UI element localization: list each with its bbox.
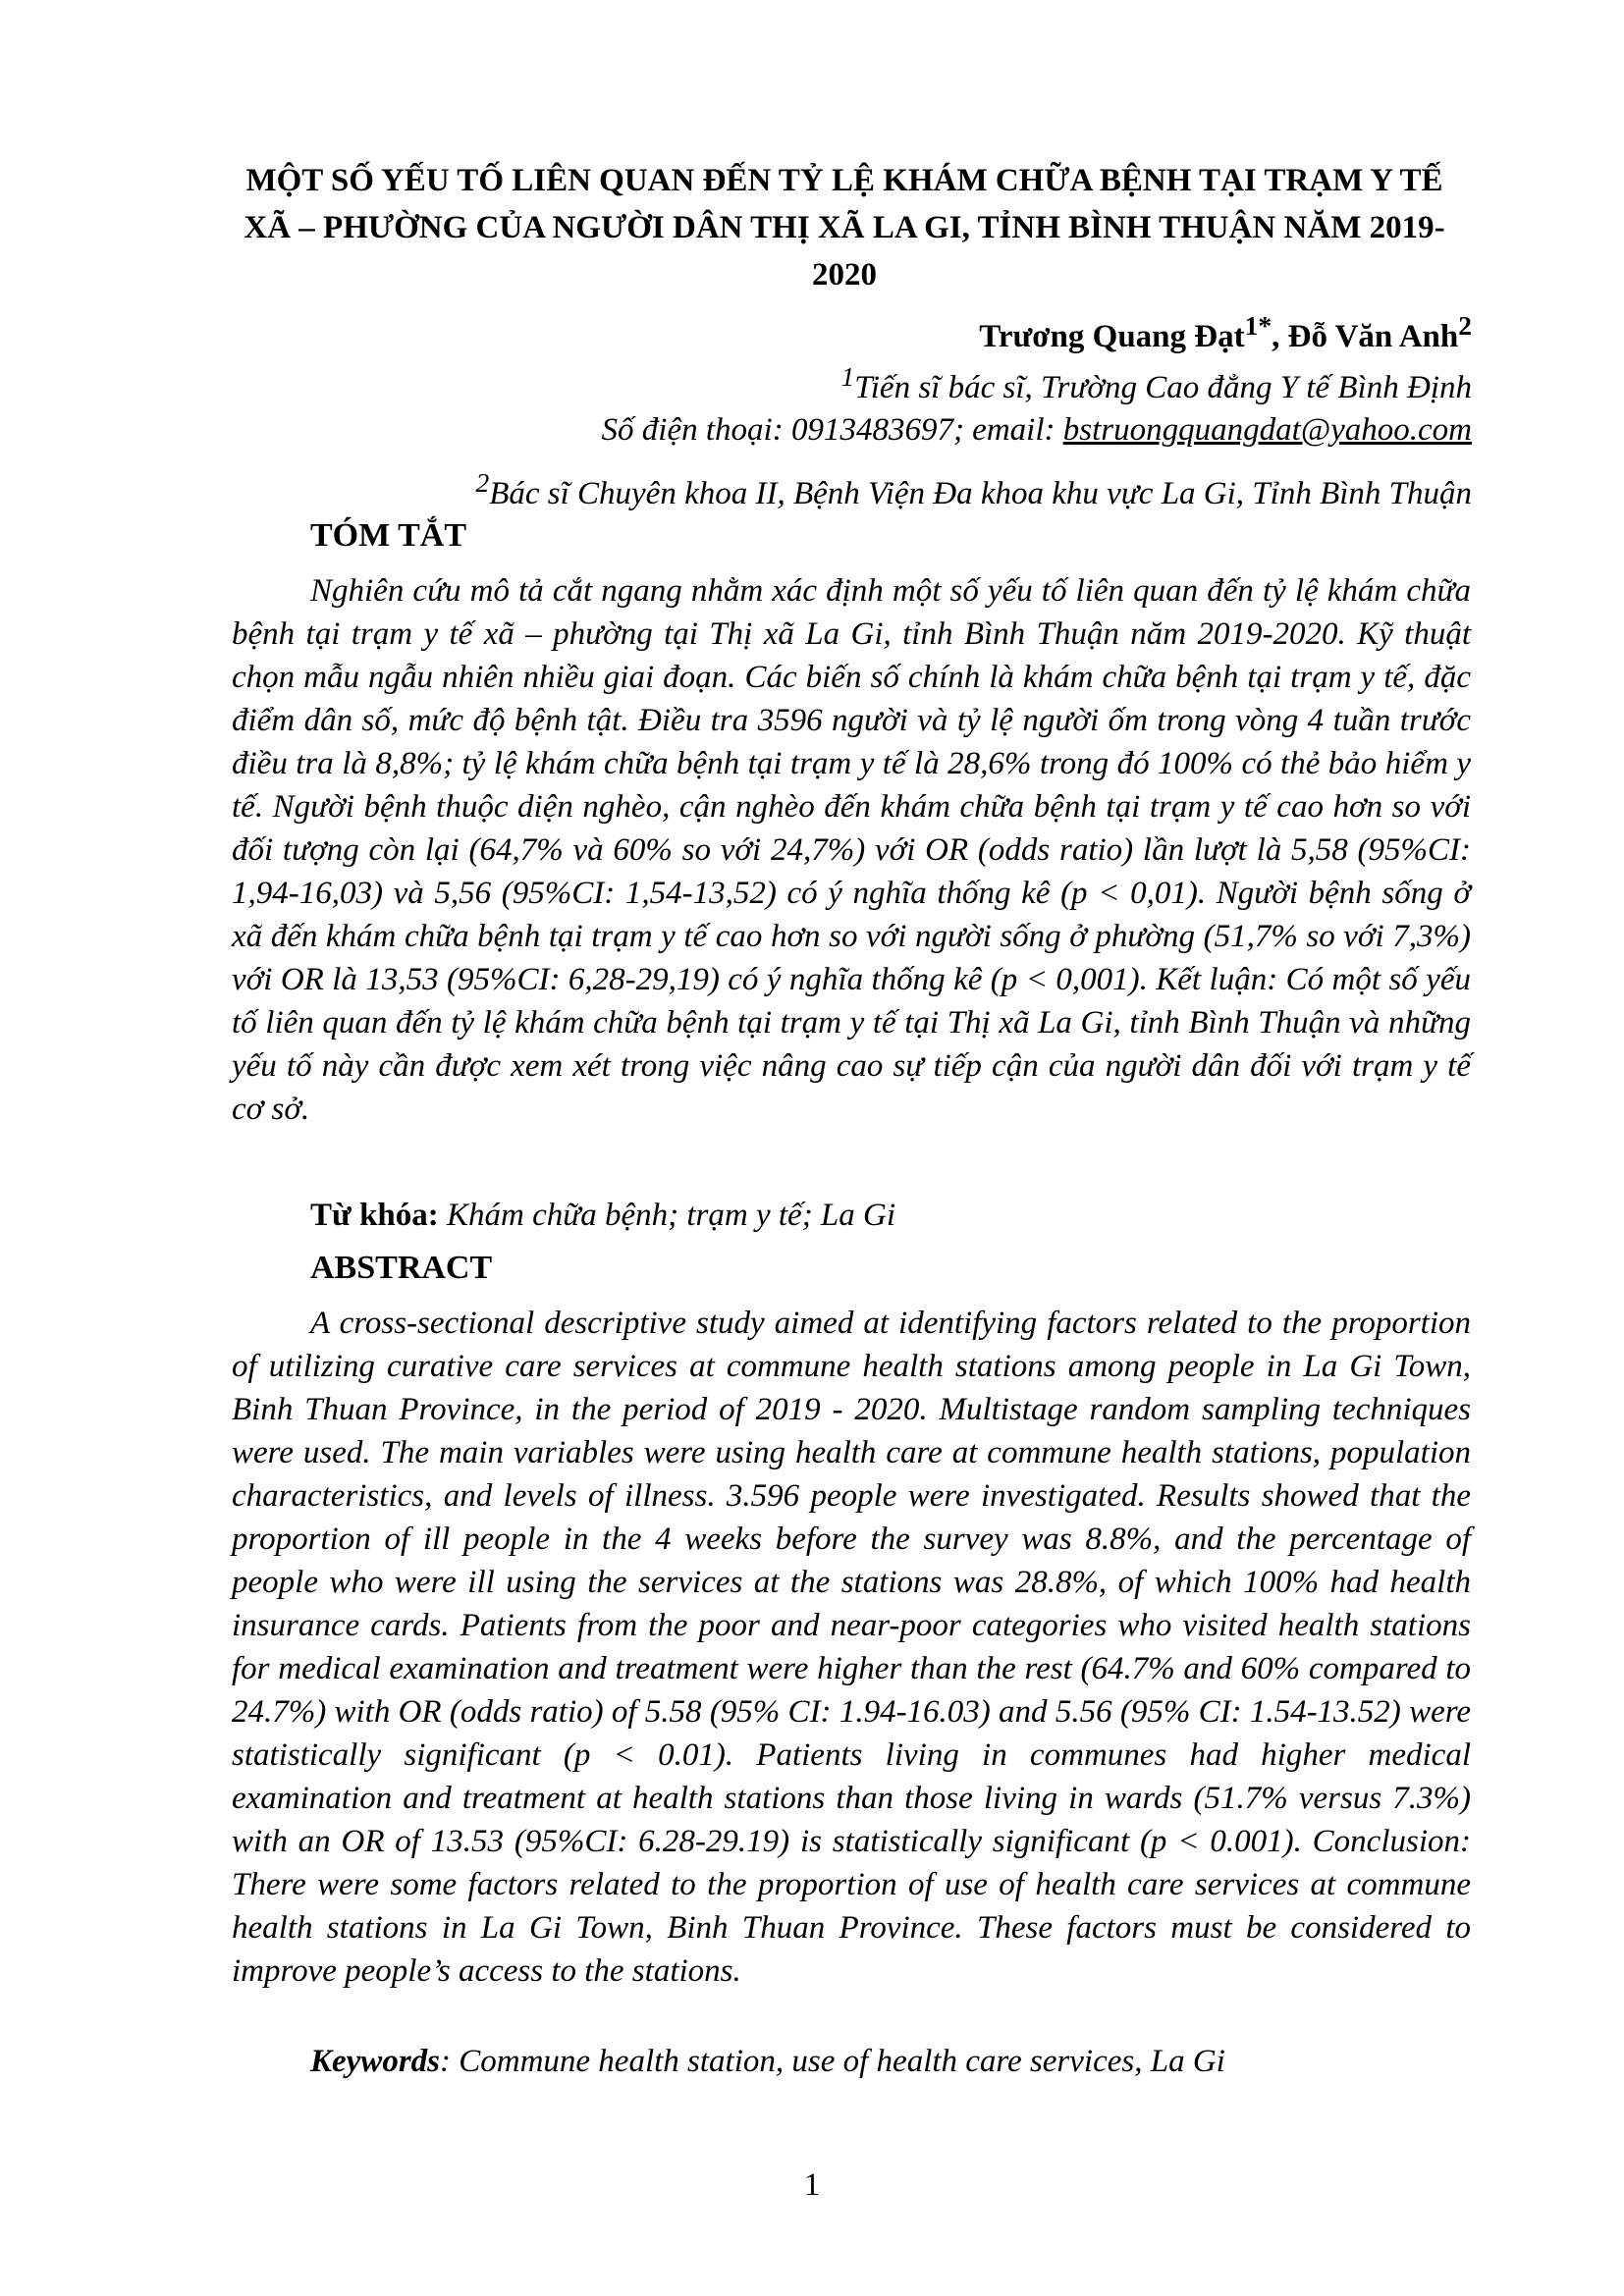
author-2-superscript: 2 (1458, 310, 1472, 341)
contact-line (255, 410, 1472, 450)
paper-title: MỘT SỐ YẾU TỐ LIÊN QUAN ĐẾN TỶ LỆ KHÁM CHỮA BỆNH TẠI TRẠM Y TẾ XÃ – PHƯỜNG CỦA NGƯỜI DÂN THỊ XÃ LA GI, TỈNH BÌNH THUẬN NĂM 2019-2020 (244, 163, 1445, 293)
page-number: 1 (803, 2167, 821, 2203)
summary-paragraph: Nghiên cứu mô tả cắt ngang nhằm xác định một số yếu tố liên quan đến tỷ lệ khám chữa bệnh tại trạm y tế xã – phường tại Thị xã La Gi, tỉnh Bình Thuận năm 2019-2020. Kỹ thuật chọn mẫu ngẫu nhiên nhiều giai đoạn. Các biến số chính là khám chữa bệnh tại trạm y tế, đặc điểm dân số, mức độ bệnh tật. Điều tra 3596 người và tỷ lệ người ốm trong vòng 4 tuần trước điều tra là 8,8%; tỷ lệ khám chữa bệnh tại trạm y tế là 28,6% trong đó 100% có thẻ bảo hiểm y tế. Người bệnh thuộc diện nghèo, cận nghèo đến khám chữa bệnh tại trạm y tế cao hơn so với đối tượng còn lại (64,7% và 60% so với 24,7%) với OR (odds ratio) lần lượt là 5,58 (95%CI: 1,94-16,03) và 5,56 (95%CI: 1,54-13,52) có ý nghĩa thống kê (p < 0,01). Người bệnh sống ở xã đến khám chữa bệnh tại trạm y tế cao hơn so với người sống ở phường (51,7% so với 7,3%) với OR là 13,53 (95%CI: 6,28-29,19) có ý nghĩa thống kê (p < 0,001). Kết luận: Có một số yếu tố liên quan đến tỷ lệ khám chữa bệnh tại trạm y tế tại Thị xã La Gi, tỉnh Bình Thuận và những yếu tố này cần được xem xét trong việc nâng cao sự tiếp cận của người dân đối với trạm y tế cơ sở. (232, 573, 1471, 1127)
summary-heading: TÓM TẮT (310, 517, 467, 554)
keywords-en (310, 2042, 1225, 2081)
abstract-heading: ABSTRACT (310, 1250, 493, 1286)
keywords-vi (310, 1196, 895, 1235)
contact-phone-text: Số điện thoại: 0913483697; email: (601, 412, 1063, 448)
author-line (295, 306, 1472, 356)
affiliation-2-superscript: 2 (475, 467, 490, 498)
keywords-en-label: Keywords (310, 2044, 440, 2079)
email-link[interactable]: bstruongquangdat@yahoo.com (1062, 412, 1472, 448)
affiliation-1-superscript: 1 (840, 361, 855, 392)
keywords-vi-label: Từ khóa: (310, 1198, 439, 1233)
author-2-name: Đỗ Văn Anh (1287, 319, 1459, 354)
abstract-paragraph: A cross-sectional descriptive study aimed at identifying factors related to the proportion of utilizing curative care services at commune health stations among people in La Gi Town, Binh Thuan Province, in the period of 2019 - 2020. Multistage random sampling techniques were used. The main variables were using health care at commune health stations, population characteristics, and levels of illness. 3.596 people were investigated. Results showed that the proportion of ill people in the 4 weeks before the survey was 8.8%, and the percentage of people who were ill using the services at the stations was 28.8%, of which 100% had health insurance cards. Patients from the poor and near-poor categories who visited health stations for medical examination and treatment were higher than the rest (64.7% and 60% compared to 24.7%) with OR (odds ratio) of 5.58 (95% CI: 1.94-16.03) and 5.56 (95% CI: 1.54-13.52) were statistically significant (p < 0.01). Patients living in communes had higher medical examination and treatment at health stations than those living in wards (51.7% versus 7.3%) with an OR of 13.53 (95%CI: 6.28-29.19) is statistically significant (p < 0.001). Conclusion: There were some factors related to the proportion of use of health care services at commune health stations in La Gi Town, Binh Thuan Province. These factors must be considered to improve people’s access to the stations. (232, 1306, 1471, 1989)
keywords-vi-text: Khám chữa bệnh; trạm y tế; La Gi (438, 1198, 896, 1233)
author-1-superscript: 1* (1244, 310, 1272, 341)
author-1-name: Trương Quang Đạt (979, 319, 1245, 354)
affiliation-2 (255, 463, 1472, 513)
author-separator: , (1272, 319, 1288, 354)
affiliation-1 (255, 357, 1472, 407)
keywords-en-text: : Commune health station, use of health care services, La Gi (440, 2044, 1225, 2079)
affiliation-2-text: Bác sĩ Chuyên khoa II, Bệnh Viện Đa khoa khu vực La Gi, Tỉnh Bình Thuận (489, 476, 1472, 511)
affiliation-1-text: Tiến sĩ bác sĩ, Trường Cao đẳng Y tế Bình Định (854, 370, 1472, 405)
